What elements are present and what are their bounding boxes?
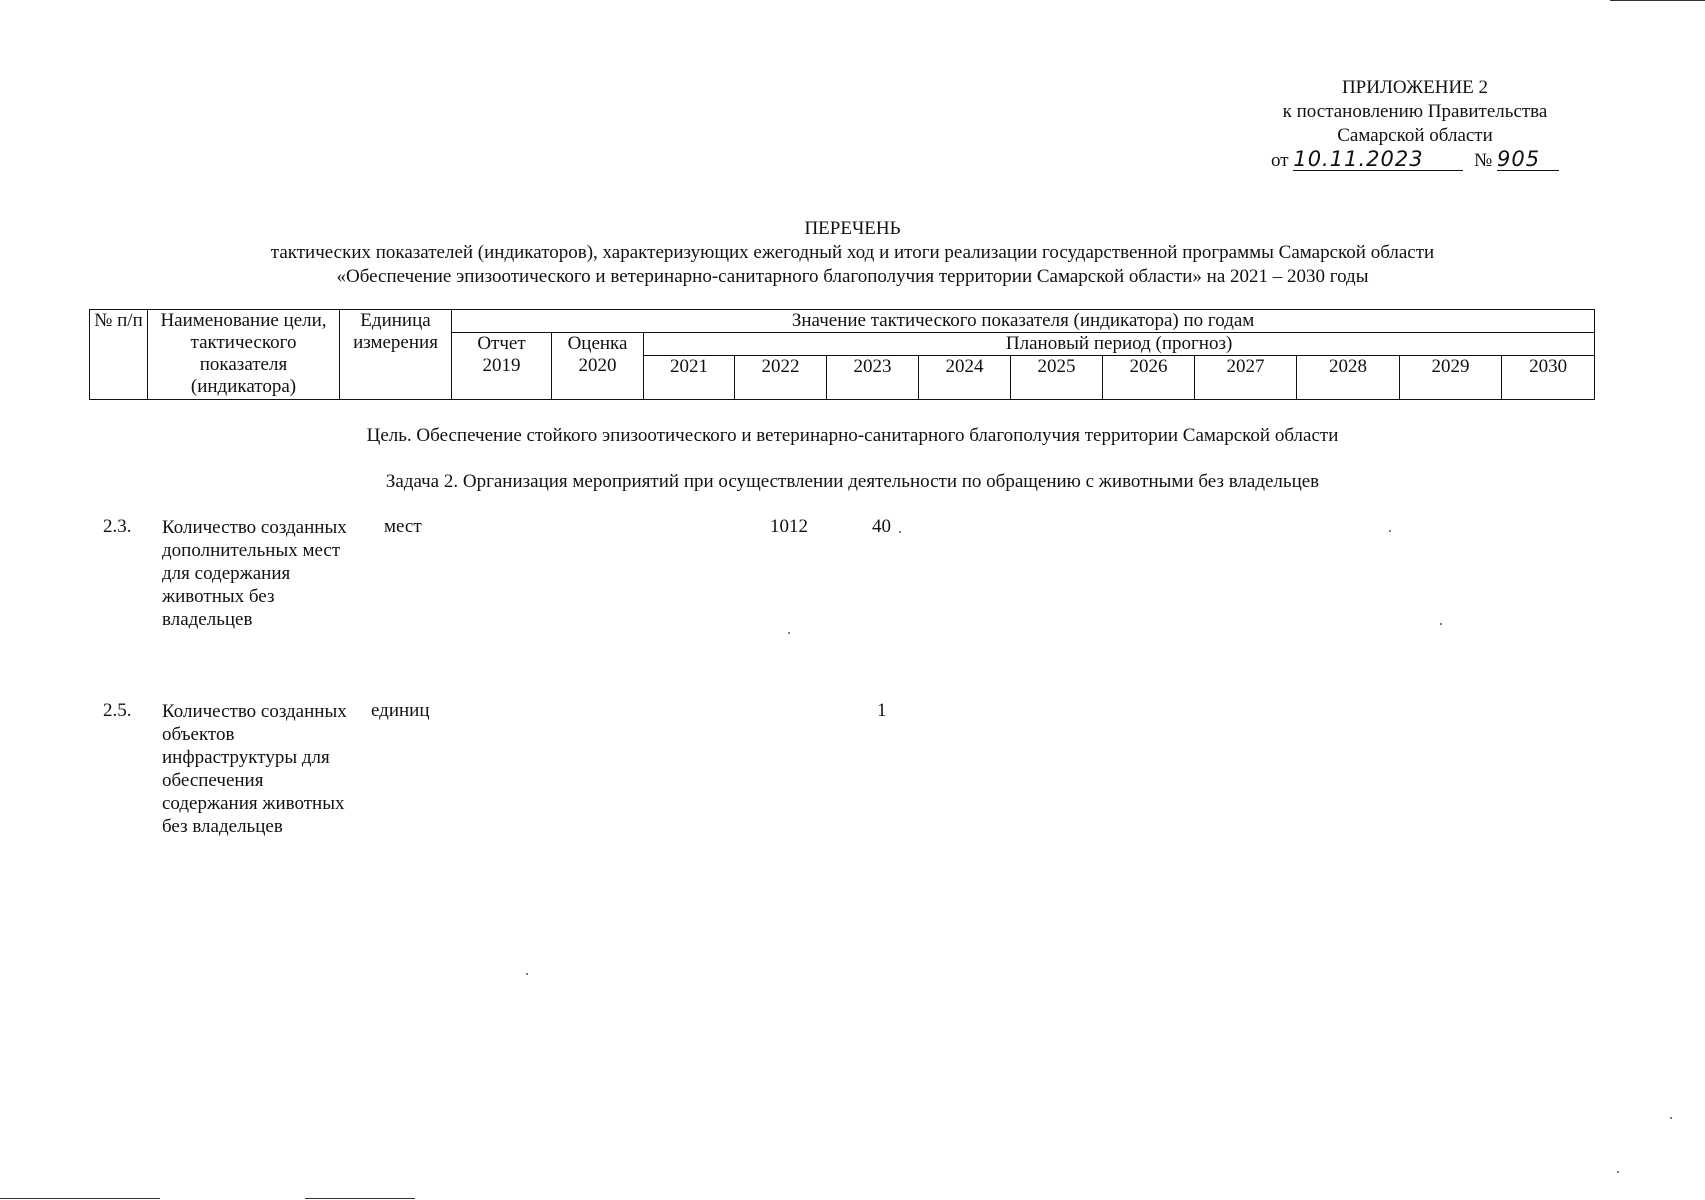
scan-speck	[1670, 1117, 1672, 1119]
scan-edge-line	[1610, 0, 1705, 1]
row-unit: единиц	[371, 700, 430, 721]
row-number: 2.3.	[103, 516, 132, 537]
header-year-2026: 2026	[1103, 356, 1195, 400]
row-value-2023: 1	[877, 700, 887, 721]
row-value-2022: 1012	[770, 516, 808, 537]
heading-title: ПЕРЕЧЕНЬ	[804, 218, 901, 239]
header-year-2027: 2027	[1195, 356, 1297, 400]
heading-line-2: «Обеспечение эпизоотического и ветеринарно-санитарного благополучия территории Самарской области» на 2021 – 2030 годы	[336, 266, 1369, 287]
date-prefix: от	[1271, 150, 1289, 171]
row-number: 2.5.	[103, 700, 132, 721]
header-report-year: 2019	[482, 355, 521, 376]
task-line: Задача 2. Организация мероприятий при осуществлении деятельности по обращению с животными без владельцев	[385, 471, 1320, 492]
header-year-2022: 2022	[735, 356, 827, 400]
number-prefix: №	[1474, 150, 1493, 171]
header-year-2021: 2021	[644, 356, 735, 400]
indicator-table-header	[89, 309, 1595, 400]
heading-line-1: тактических показателей (индикаторов), характеризующих ежегодный ход и итоги реализации государственной программы Самарской области	[270, 242, 1435, 263]
header-year-2025: 2025	[1011, 356, 1103, 400]
scan-speck	[526, 973, 528, 975]
row-indicator-name: Количество созданных объектов инфраструктуры для обеспечения содержания животных без владельцев	[162, 701, 347, 837]
header-values-group: Значение тактического показателя (индикатора) по годам	[452, 310, 1595, 333]
row-indicator-name: Количество созданных дополнительных мест для содержания животных без владельцев	[162, 517, 347, 630]
scan-speck	[788, 632, 790, 634]
appendix-line-2: к постановлению Правительства	[1282, 101, 1548, 122]
scan-edge-line	[0, 1198, 160, 1199]
header-year-2028: 2028	[1297, 356, 1400, 400]
header-estimate	[552, 333, 644, 400]
header-col-name: Наименование цели, тактического показателя (индикатора)	[148, 310, 340, 400]
handwritten-number: 905	[1497, 148, 1559, 171]
header-year-2023: 2023	[827, 356, 919, 400]
header-col-num: № п/п	[90, 310, 148, 400]
scan-speck	[1389, 530, 1391, 532]
header-report-label: Отчет	[477, 333, 526, 354]
header-year-2024: 2024	[919, 356, 1011, 400]
header-report	[452, 333, 552, 400]
appendix-title: ПРИЛОЖЕНИЕ 2	[1341, 77, 1489, 98]
header-estimate-year: 2020	[578, 355, 617, 376]
header-estimate-label: Оценка	[567, 333, 628, 354]
scan-speck	[1440, 623, 1442, 625]
document-heading	[0, 217, 1705, 289]
scan-speck	[899, 531, 901, 533]
appendix-block	[1250, 76, 1580, 173]
header-year-2029: 2029	[1400, 356, 1502, 400]
row-value-2023: 40	[872, 516, 891, 537]
appendix-date-row	[1250, 148, 1580, 173]
handwritten-date: 10.11.2023	[1293, 148, 1463, 171]
scan-speck	[1617, 1171, 1619, 1173]
row-unit: мест	[384, 516, 422, 537]
appendix-line-3: Самарской области	[1337, 125, 1493, 146]
scan-edge-line	[305, 1198, 415, 1199]
header-year-2030: 2030	[1502, 356, 1595, 400]
header-plan-group: Плановый период (прогноз)	[644, 333, 1595, 356]
header-col-unit: Единица измерения	[340, 310, 452, 400]
goal-line: Цель. Обеспечение стойкого эпизоотического и ветеринарно-санитарного благополучия территории Самарской области	[366, 425, 1339, 446]
